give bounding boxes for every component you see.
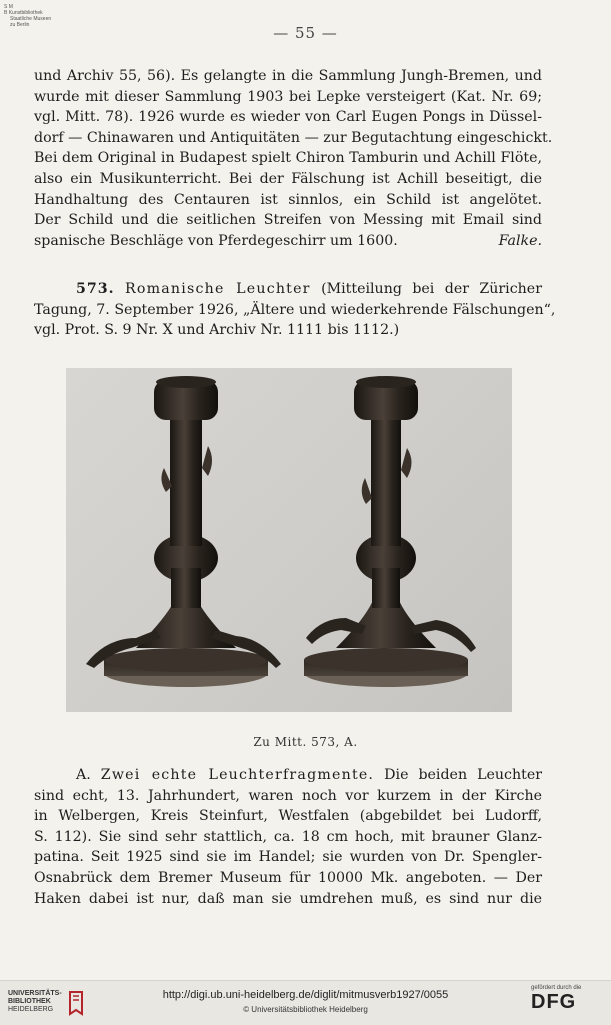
dfg-caption: gefördert durch die	[531, 985, 582, 991]
text-line	[34, 231, 542, 252]
right-candlestick	[304, 376, 476, 687]
text-line: wurde mit dieser Sammlung 1903 bei Lepke versteigert (Kat. Nr. 69;	[34, 88, 542, 105]
text-line: vgl. Prot. S. 9 Nr. X und Archiv Nr. 1111 bis 1112.)	[34, 322, 400, 339]
text-line: dorf — Chinawaren und Antiquitäten — zur Begutachtung eingeschickt.	[34, 129, 553, 146]
viewer-footer	[0, 980, 611, 1025]
text-line: sind echt, 13. Jahrhundert, waren noch vor kurzem in der Kirche	[34, 787, 542, 804]
text-line: Bei dem Original in Budapest spielt Chiron Tamburin und Achill Flöte,	[34, 150, 542, 167]
text-line: patina. Seit 1925 sind sie im Handel; sie wurden von Dr. Spengler-	[34, 849, 542, 866]
candlesticks-photograph	[66, 368, 512, 712]
text-line: also ein Musikunterricht. Bei der Fälschung ist Achill beseitigt, die	[34, 170, 542, 187]
stamp-line: S M	[4, 4, 13, 10]
text-line: Der Schild und die seitlichen Streifen von Messing mit Email sind	[34, 212, 542, 229]
text-line: Haken dabei ist nur, daß man sie umdrehen muß, es sind nur die	[34, 890, 542, 907]
text-line: Handhaltung des Centauren ist sinnlos, ein Schild ist angelötet.	[34, 191, 542, 208]
library-name-line: BIBLIOTHEK	[8, 998, 51, 1005]
text-line: Tagung, 7. September 1926, „Ältere und wiederkehrende Fälschungen“,	[34, 301, 556, 318]
stamp-line: zu Berlin	[10, 22, 30, 28]
dfg-wordmark: DFG	[531, 991, 577, 1013]
paragraph-section-a	[34, 765, 542, 909]
permalink-url[interactable]: http://digi.ub.uni-heidelberg.de/diglit/mitmusverb1927/0055	[162, 989, 449, 1001]
left-candlestick	[86, 376, 281, 687]
text-line: S. 112). Sie sind sehr stattlich, ca. 18 cm hoch, mit brauner Glanz-	[34, 828, 542, 845]
entry-title: Romanische Leuchter	[124, 281, 311, 297]
dfg-logo[interactable]	[531, 985, 601, 1013]
paragraph-entry-573	[34, 279, 556, 341]
text-line-content: Die beiden Leuchter	[384, 767, 542, 783]
text-line: in Welbergen, Kreis Steinfurt, Westfalen (abgebildet bei Ludorff,	[34, 808, 542, 825]
text-line	[34, 765, 542, 786]
entry-number: 573.	[76, 281, 115, 297]
page-number: — 55 —	[273, 24, 338, 42]
text-line: Osnabrück dem Bremer Museum für 10000 Mk. angeboten. — Der	[34, 869, 542, 886]
section-title: Zwei echte Leuchterfragmente.	[100, 767, 375, 783]
author-signature: Falke.	[498, 232, 542, 249]
figure-caption: Zu Mitt. 573, A.	[253, 735, 358, 749]
section-label: A.	[76, 767, 91, 783]
copyright-notice: © Universitätsbibliothek Heidelberg	[243, 1005, 368, 1014]
paragraph-falke	[34, 66, 553, 251]
library-name-line: HEIDELBERG	[8, 1006, 54, 1013]
library-name-line: UNIVERSITÄTS-	[8, 990, 62, 997]
stamp-line: Staatliche Museen	[10, 16, 52, 22]
text-line-content: spanische Beschläge von Pferdegeschirr um 1600.	[34, 232, 398, 249]
text-line-content: (Mitteilung bei der Züricher	[321, 281, 542, 297]
text-line	[34, 279, 542, 300]
text-line: vgl. Mitt. 78). 1926 wurde es wieder von Carl Eugen Pongs in Düssel-	[34, 109, 542, 126]
text-line: und Archiv 55, 56). Es gelangte in die Sammlung Jungh-Bremen, und	[34, 68, 542, 84]
stamp-line: B Kunstbibliothek	[4, 10, 43, 16]
candlesticks-image	[66, 368, 512, 712]
